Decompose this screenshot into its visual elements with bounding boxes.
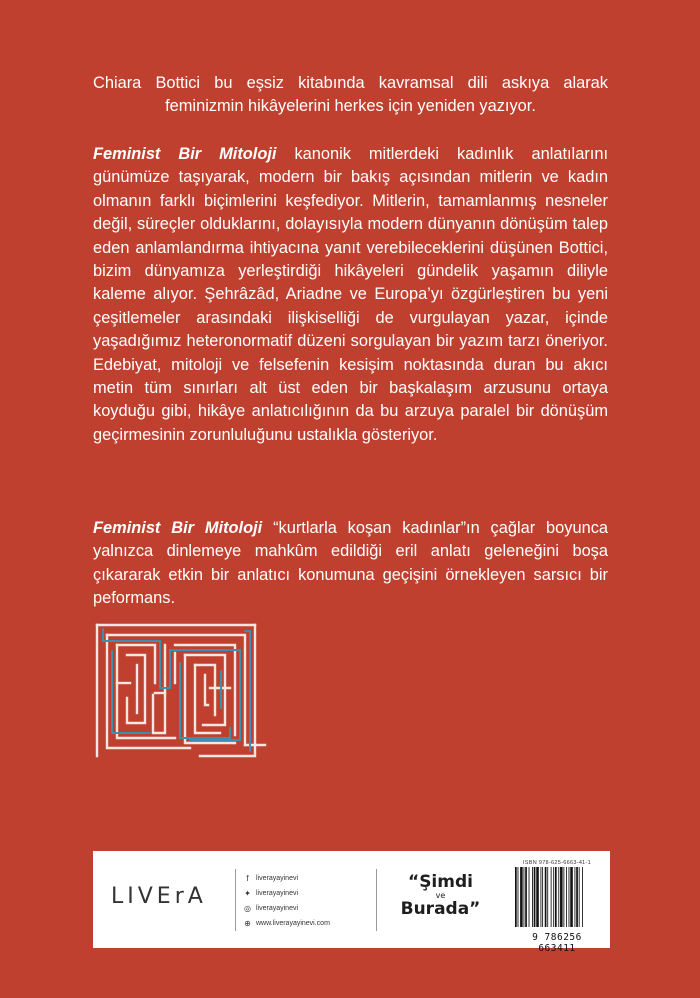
social-label: www.liverayayinevi.com (256, 920, 330, 927)
social-label: liverayayinevi (256, 905, 299, 912)
social-instagram (243, 901, 330, 916)
facebook-icon: f (246, 874, 249, 883)
social-web (243, 916, 330, 931)
intro-paragraph: Chiara Bottici bu eşsiz kitabında kavramsal dili askıya alarak feminizmin hikâyelerini herkes için yeniden yazıyor. (93, 74, 608, 116)
social-facebook (243, 871, 330, 886)
series-name: “Şimdi ve Burada” (400, 872, 481, 919)
divider (376, 869, 377, 931)
isbn-number: 9 786256 663411 (532, 932, 582, 954)
instagram-icon: ◎ (244, 904, 251, 913)
closing-body: “kurtlarla koşan kadınlar”ın çağlar boyunca yalnızca dinlemeye mahkûm edildiği eril anlatı geleneğini boşa çıkararak etkin bir anlatıcı konumuna geçişini örnekleyen sarsıcı bir peformans. (93, 519, 609, 608)
description-paragraph (93, 143, 608, 447)
social-links (243, 871, 330, 931)
book-title-emphasis: Feminist Bir Mitoloji (93, 145, 277, 163)
isbn-label: ISBN 978-625-6663-41-1 (522, 860, 592, 866)
twitter-icon: ✦ (244, 889, 251, 898)
divider (235, 869, 236, 931)
description-body: kanonik mitlerdeki kadınlık anlatılarını günümüze taşıyarak, modern bir bakış açısından mitlerin ve kadın olmanın farklı biçimlerini keşfediyor. Mitlerin, tamamlanmış nesneler değil, süreçler olduklarını, dolayısıyla modern dünyanın dönüşüm talep eden anlamlandırma ihtiyacına yanıt verebileceklerini düşünen Bottici, bizim dünyamıza yerleştirdiği hikâyeleri gündelik yaşamın diliyle kaleme alıyor. Şehrâzâd, Ariadne ve Europa’yı özgürleştiren bu yeni çeşitlemeler arasındaki ilişkiselliği de vurgulayan yazar, içinde yaşadığımız heteronormatif düzeni sorgulayan bir yazım tarzı öneriyor. Edebiyat, mitoloji ve felsefenin kesişim noktasında duran bu akıcı metin tüm sınırları alt üst eden bir başkalaşım arzusunu ortaya koyduğu gibi, hikâye anlatıcılığının da bu arzuya paralel bir dönüşüm geçirmesinin zorunluluğunu ustalıkla gösteriyor. (93, 145, 608, 444)
book-title-emphasis-2: Feminist Bir Mitoloji (93, 519, 263, 537)
social-label: liverayayinevi (256, 875, 299, 882)
publisher-logo: LIVErA (111, 884, 207, 909)
back-cover-footer (93, 851, 610, 954)
isbn-barcode (513, 859, 601, 954)
closing-paragraph (93, 517, 608, 611)
web-icon: ⊕ (244, 919, 251, 928)
social-twitter (243, 886, 330, 901)
barcode-graphic (513, 867, 601, 927)
social-label: liverayayinevi (256, 890, 299, 897)
maze-illustration (95, 623, 267, 758)
